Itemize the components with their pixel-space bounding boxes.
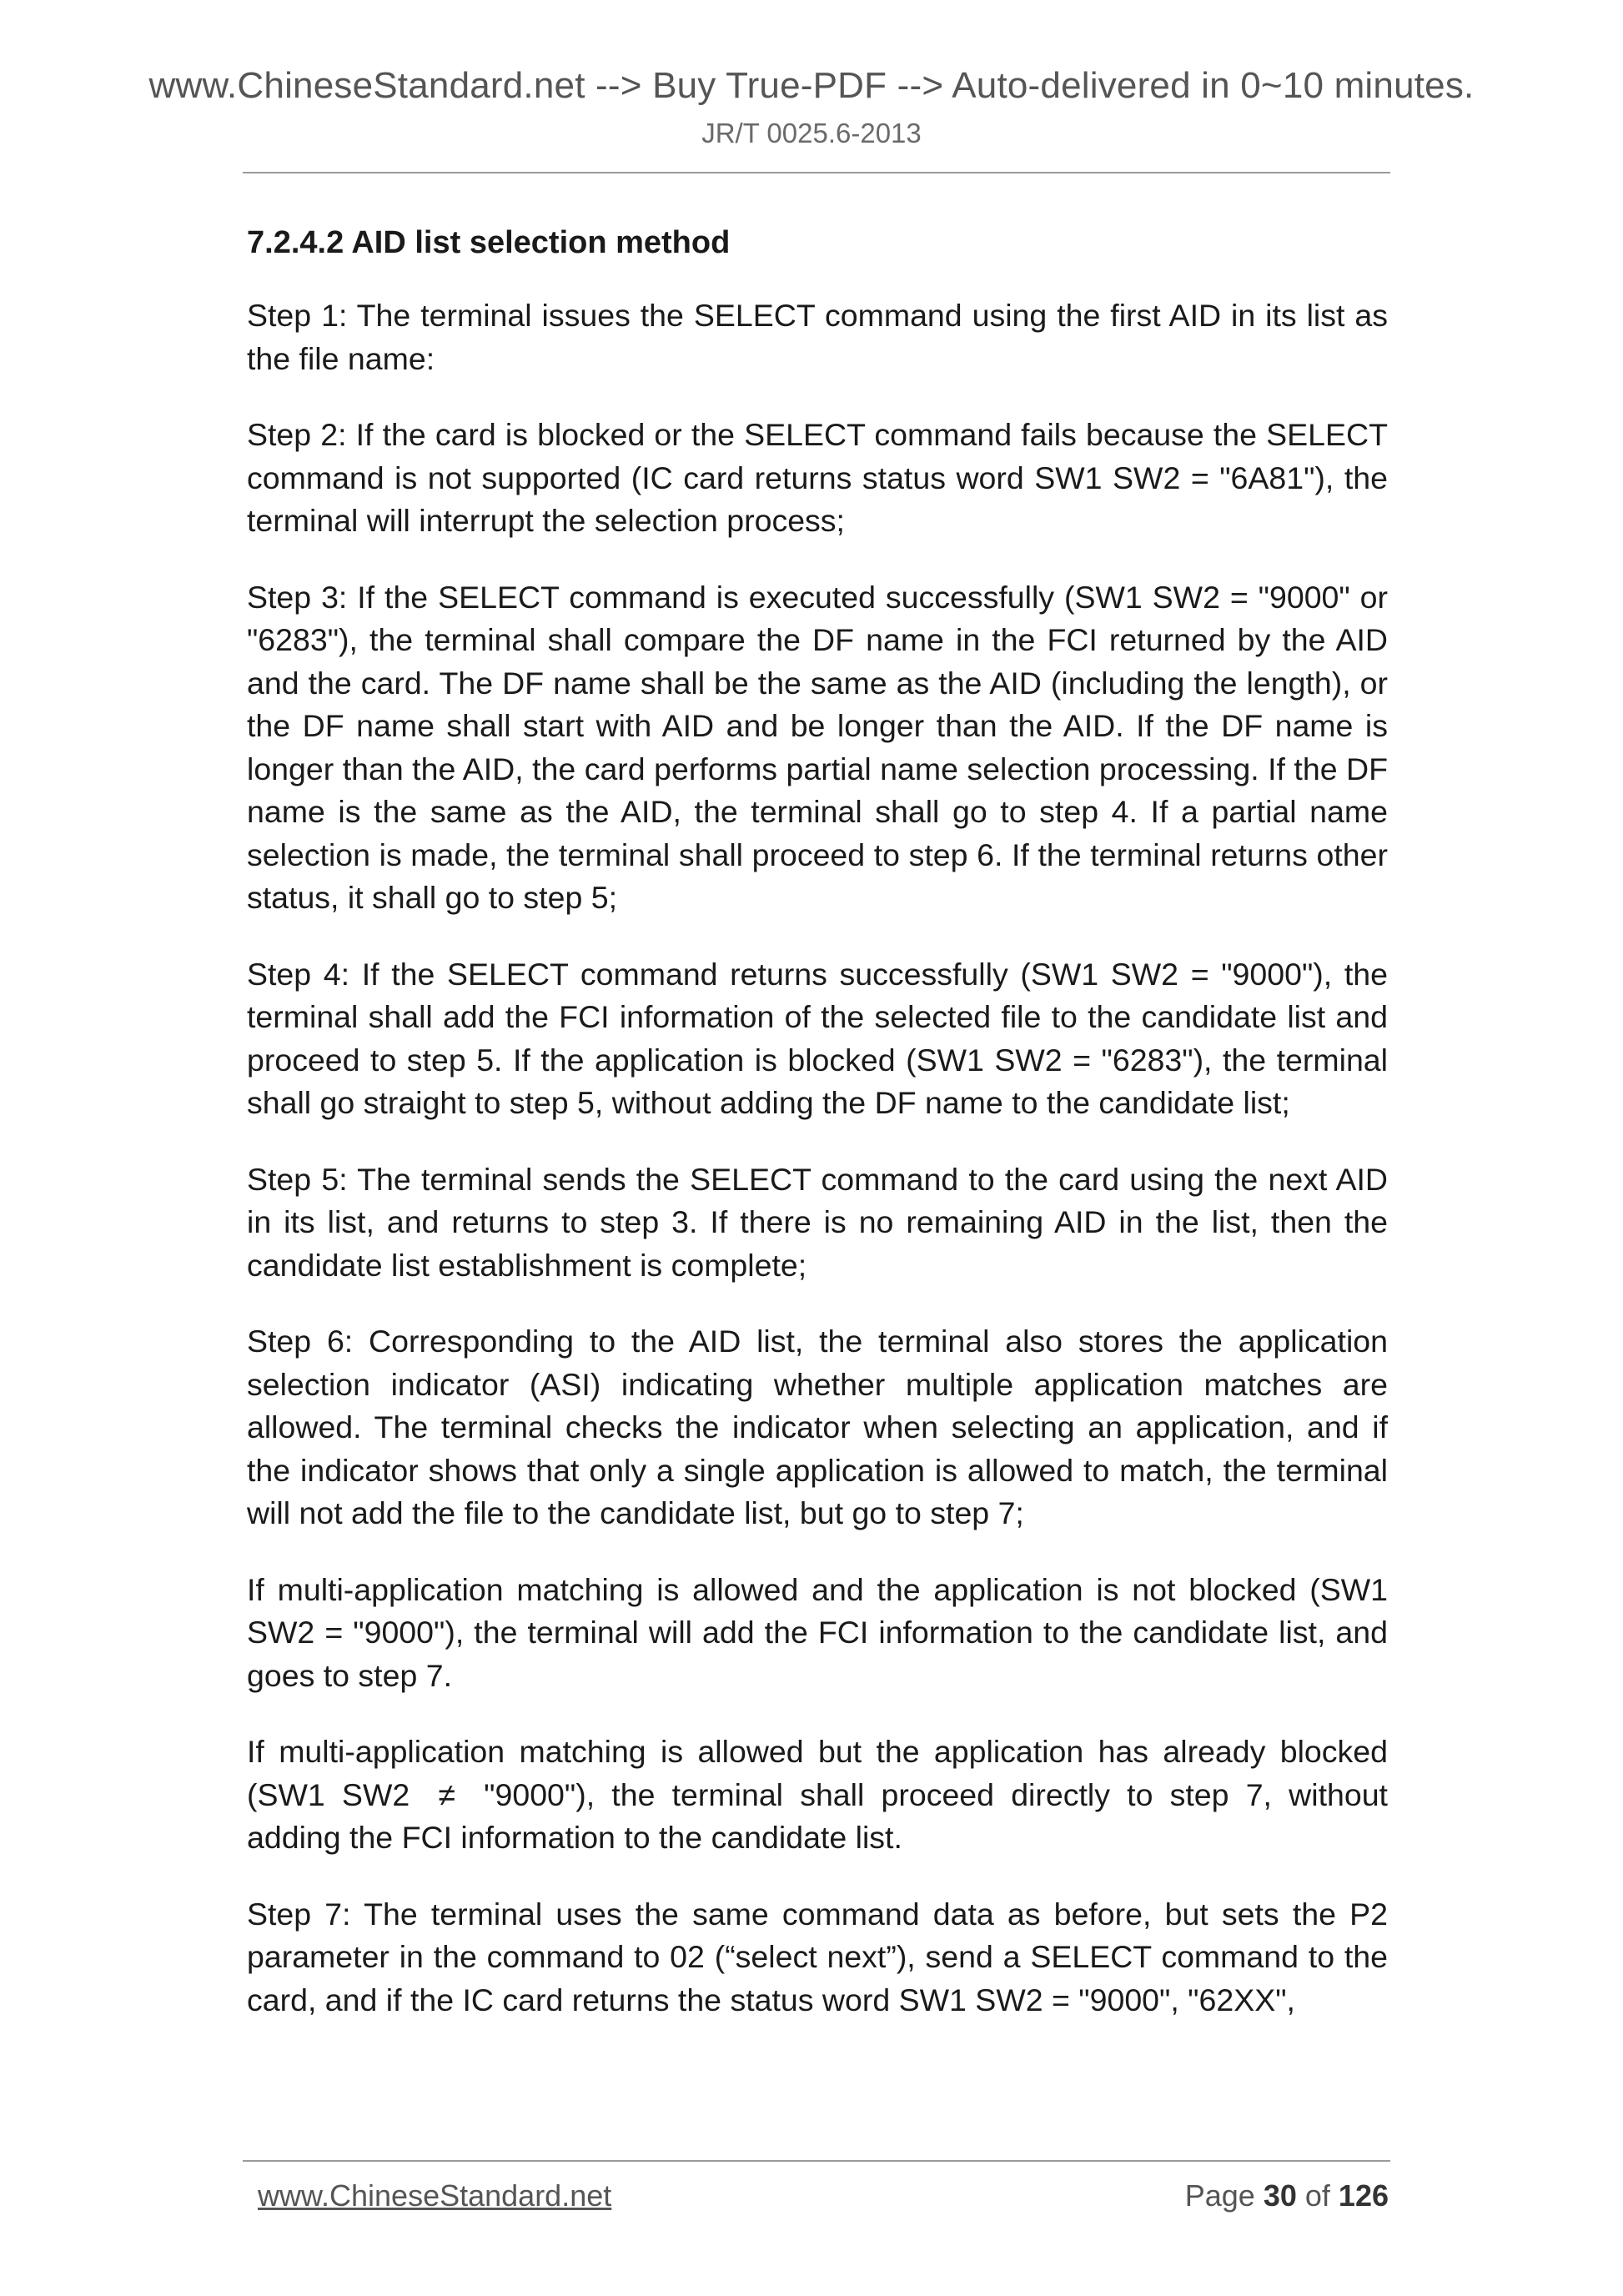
page-label: Page: [1184, 2178, 1255, 2213]
page-number: [1185, 2178, 1389, 2213]
page-total: 126: [1338, 2178, 1389, 2213]
footer-website-link[interactable]: www.ChineseStandard.net: [258, 2178, 612, 2213]
paragraph-step-3: Step 3: If the SELECT command is executed successfully (SW1 SW2 = "9000" or "6283"), the terminal shall compare the DF name in the FCI returned by the AID and the card. The DF name shall be the same as the AID (including the length), or the DF name shall start with AID and be longer than the AID. If the DF name is longer than the AID, the card performs partial name selection processing. If the DF name is the same as the AID, the terminal shall go to step 4. If a partial name selection is made, the terminal shall proceed to step 6. If the terminal returns other status, it shall go to step 5;: [247, 579, 1388, 915]
header-banner: www.ChineseStandard.net --> Buy True-PDF --> Auto-delivered in 0~10 minutes.: [148, 65, 1475, 106]
paragraph-multi-app-blocked: [247, 1731, 1388, 1860]
paragraph-step-4: Step 4: If the SELECT command returns successfully (SW1 SW2 = "9000"), the terminal shall add the FCI information of the selected file to the candidate list and proceed to step 5. If the application is blocked (SW1 SW2 = "6283"), the terminal shall go straight to step 5, without adding the DF name to the candidate list;: [247, 956, 1388, 1120]
paragraph-step-1: Step 1: The terminal issues the SELECT command using the first AID in its list as the file name:: [247, 298, 1388, 376]
page-content: [247, 221, 1388, 2055]
header-divider: [243, 172, 1390, 173]
paragraph-step-6: Step 6: Corresponding to the AID list, the terminal also stores the application selection indicator (ASI) indicating whether multiple application matches are allowed. The terminal checks the indicator when selecting an application, and if the indicator shows that only a single application is allowed to match, the terminal will not add the file to the candidate list, but go to step 7;: [247, 1324, 1388, 1530]
page-of-label: of: [1304, 2178, 1330, 2213]
paragraph-step-7: Step 7: The terminal uses the same command data as before, but sets the P2 parameter in the command to 02 (“select next”), send a SELECT command to the card, and if the IC card returns the status word SW1 SW2 = "9000", "62XX",: [247, 1896, 1388, 2017]
page-current: 30: [1263, 2178, 1297, 2213]
paragraph-multi-app-allowed: If multi-application matching is allowed and the application is not blocked (SW1 SW2 = "9000"), the terminal will add the FCI information to the candidate list, and goes to step 7.: [247, 1571, 1388, 1693]
paragraph-step-5: Step 5: The terminal sends the SELECT command to the card using the next AID in its list, and returns to step 3. If there is no remaining AID in the list, then the candidate list establishment is complete;: [247, 1161, 1388, 1283]
paragraph-step-2: Step 2: If the card is blocked or the SELECT command fails because the SELECT command is not supported (IC card returns status word SW1 SW2 = "6A81"), the terminal will interrupt the selection process;: [247, 417, 1388, 538]
footer-divider: [243, 2160, 1390, 2162]
section-heading: 7.2.4.2 AID list selection method: [247, 225, 731, 260]
paragraph-text-after: "9000"), the terminal shall proceed directly to step 7, without adding the FCI information to the candidate list.: [247, 1776, 1388, 1855]
document-id: JR/T 0025.6-2013: [701, 118, 922, 148]
not-equal-symbol: ≠: [438, 1776, 455, 1812]
paragraph-text-before: If multi-application matching is allowed but the application has already blocked (SW1 SW2: [247, 1734, 1388, 1812]
